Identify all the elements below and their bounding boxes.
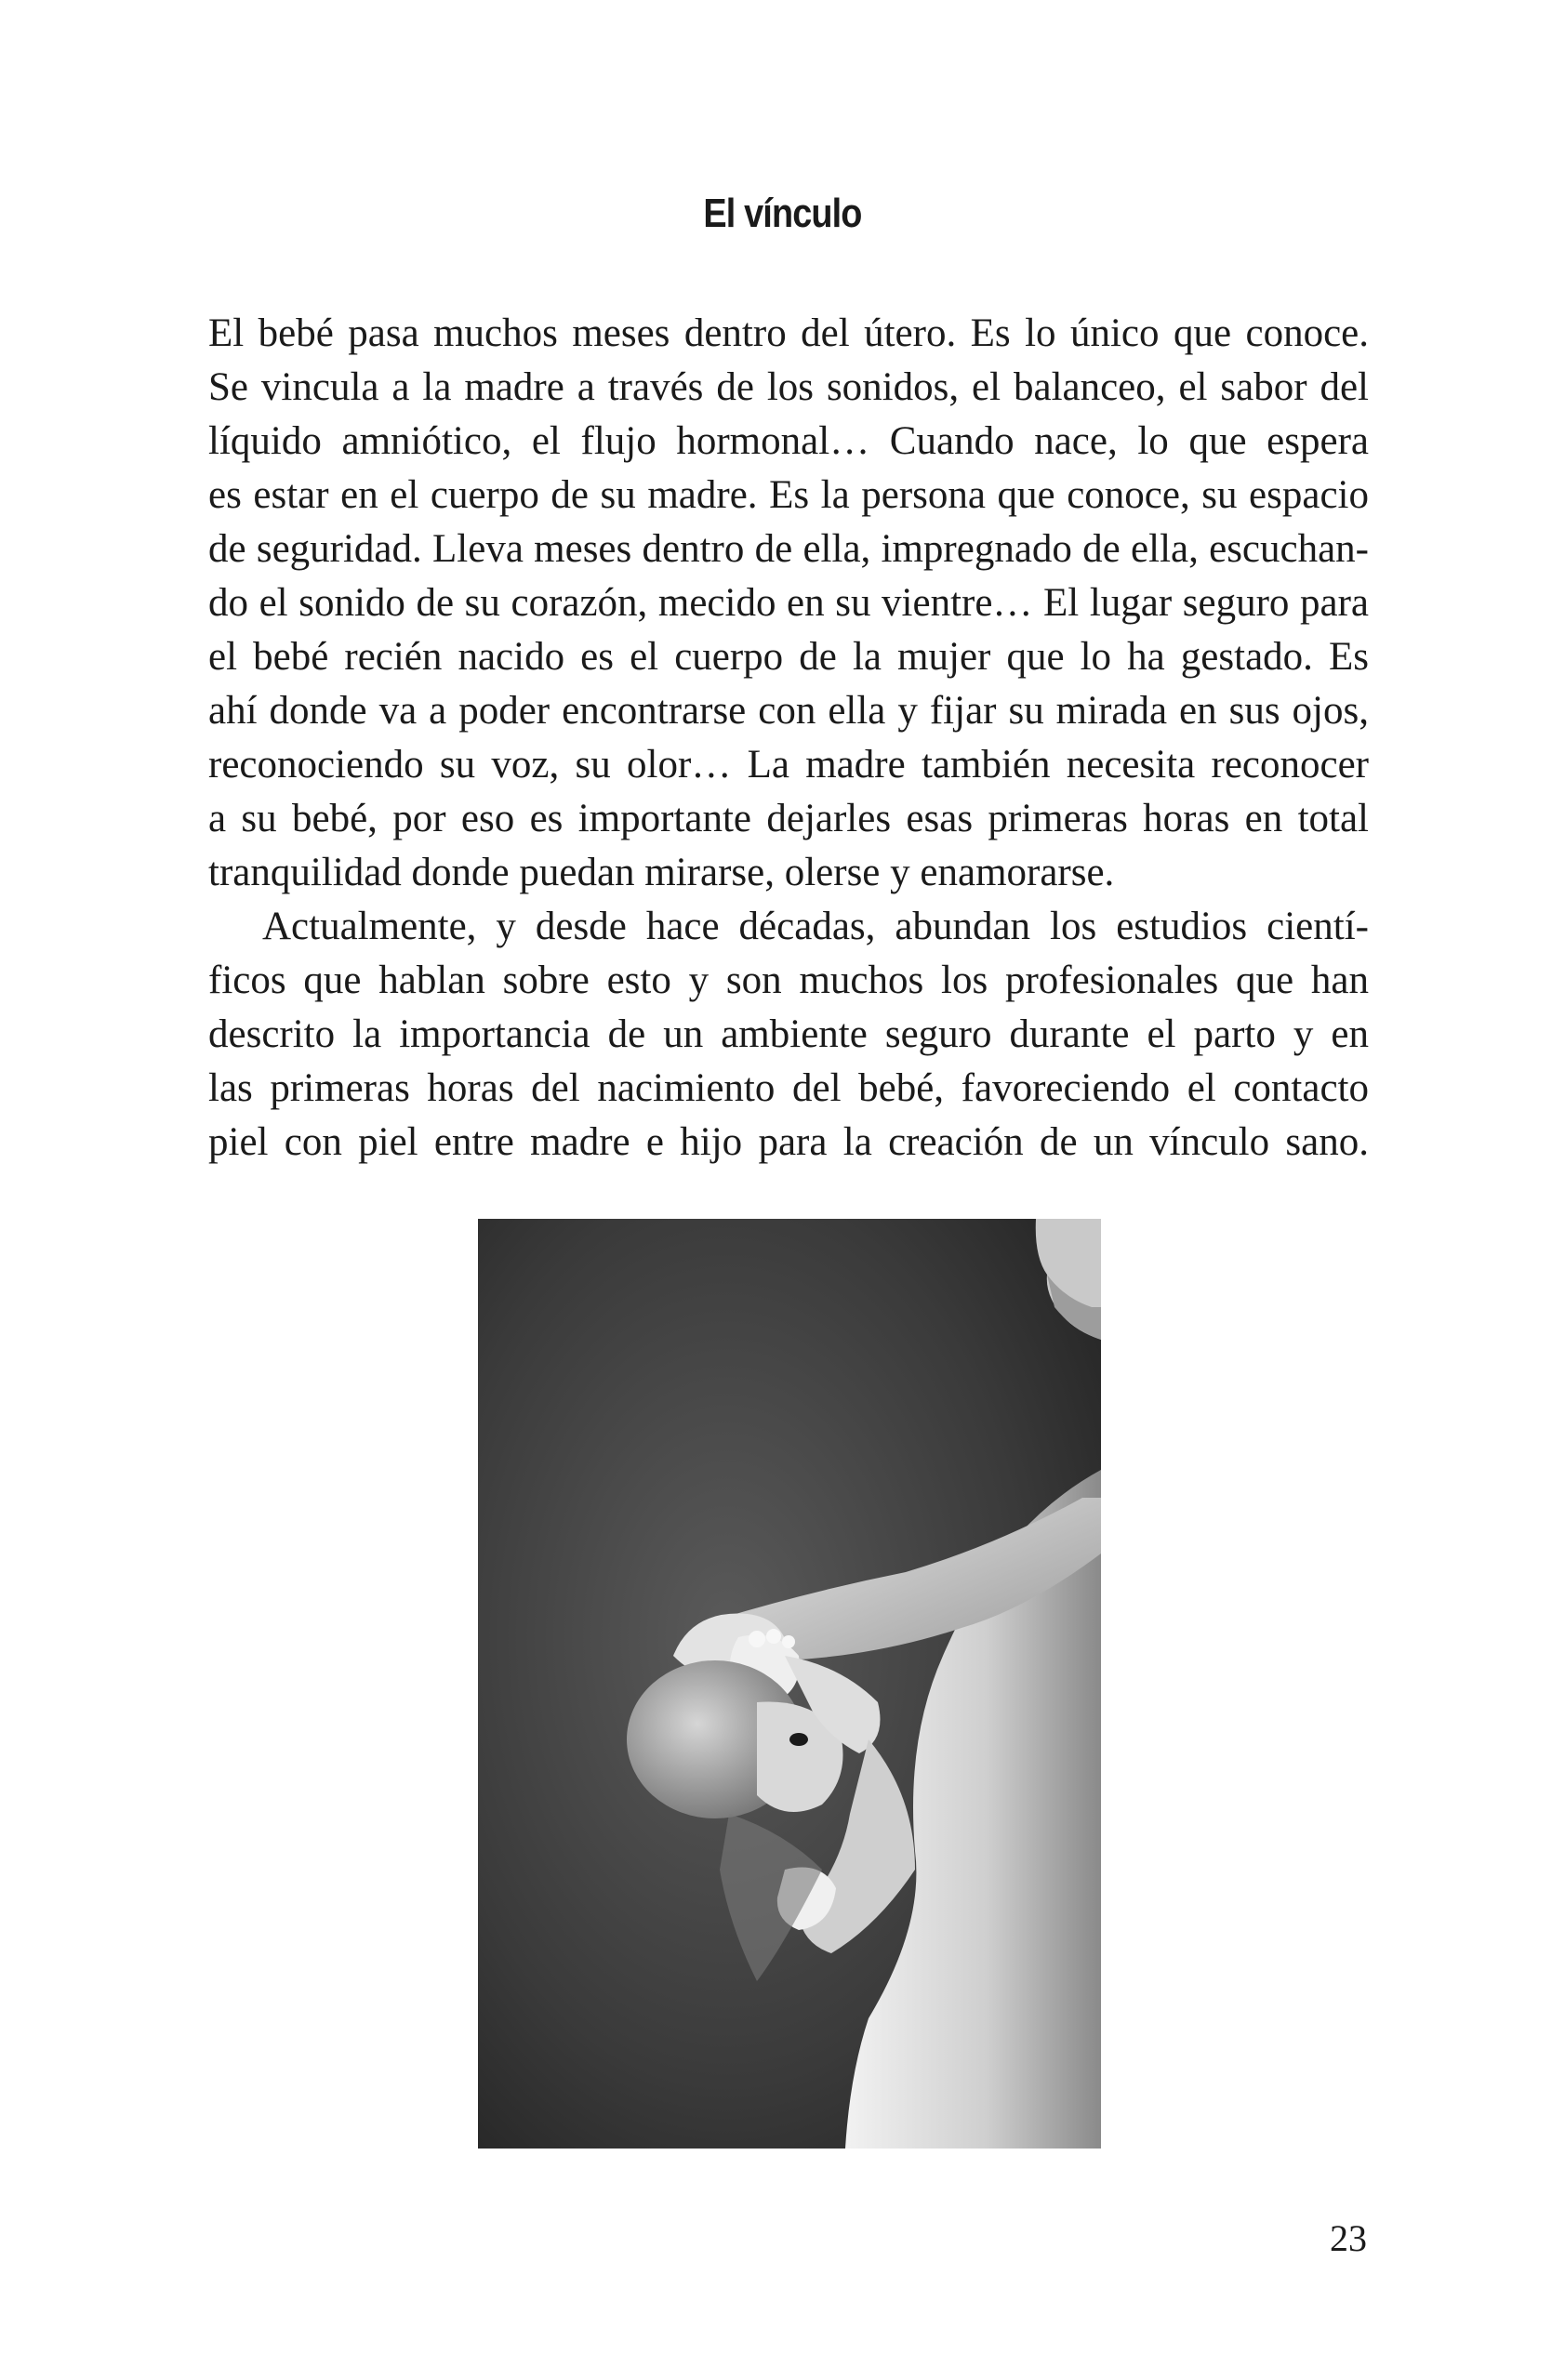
paragraph-1-line-1: El bebé pasa muchos meses dentro del útero. Es lo único que conoce. xyxy=(208,311,1369,355)
paragraph-1-line-6: do el sonido de su corazón, mecido en su vientre… El lugar seguro para xyxy=(208,581,1369,625)
paragraph-1-line-10: a su bebé, por eso es importante dejarles esas primeras horas en total xyxy=(208,797,1369,840)
paragraph-1-line-2: Se vincula a la madre a través de los sonidos, el balanceo, el sabor del xyxy=(208,365,1369,409)
paragraph-1-line-3: líquido amniótico, el flujo hormonal… Cuando nace, lo que espera xyxy=(208,419,1369,463)
page-number: 23 xyxy=(1330,2217,1367,2259)
paragraph-1-line-5: de seguridad. Lleva meses dentro de ella, impregnado de ella, escuchan- xyxy=(208,527,1369,571)
paragraph-2-line-4: las primeras horas del nacimiento del bebé, favoreciendo el contacto xyxy=(208,1066,1369,1110)
photo-illustration xyxy=(478,1219,1101,2149)
mother-baby-photo xyxy=(478,1219,1101,2149)
body-text xyxy=(208,307,1369,1170)
paragraph-2-line-1: Actualmente, y desde hace décadas, abundan los estudios cientí- xyxy=(262,905,1369,948)
paragraph-2-line-3: descrito la importancia de un ambiente seguro durante el parto y en xyxy=(208,1012,1369,1056)
paragraph-1-line-4: es estar en el cuerpo de su madre. Es la persona que conoce, su espacio xyxy=(208,473,1369,517)
paragraph-1-line-9: reconociendo su voz, su olor… La madre también necesita reconocer xyxy=(208,743,1369,787)
section-title: El vínculo xyxy=(703,191,862,236)
paragraph-2-line-5: piel con piel entre madre e hijo para la creación de un vínculo sano. xyxy=(208,1120,1369,1164)
paragraph-1-line-8: ahí donde va a poder encontrarse con ella y fijar su mirada en sus ojos, xyxy=(208,689,1369,733)
paragraph-1-line-11: tranquilidad donde puedan mirarse, olerse y enamorarse. xyxy=(208,851,1115,894)
paragraph-1-line-7: el bebé recién nacido es el cuerpo de la mujer que lo ha gestado. Es xyxy=(208,635,1369,679)
paragraph-2-line-2: ficos que hablan sobre esto y son muchos los profesionales que han xyxy=(208,959,1369,1002)
